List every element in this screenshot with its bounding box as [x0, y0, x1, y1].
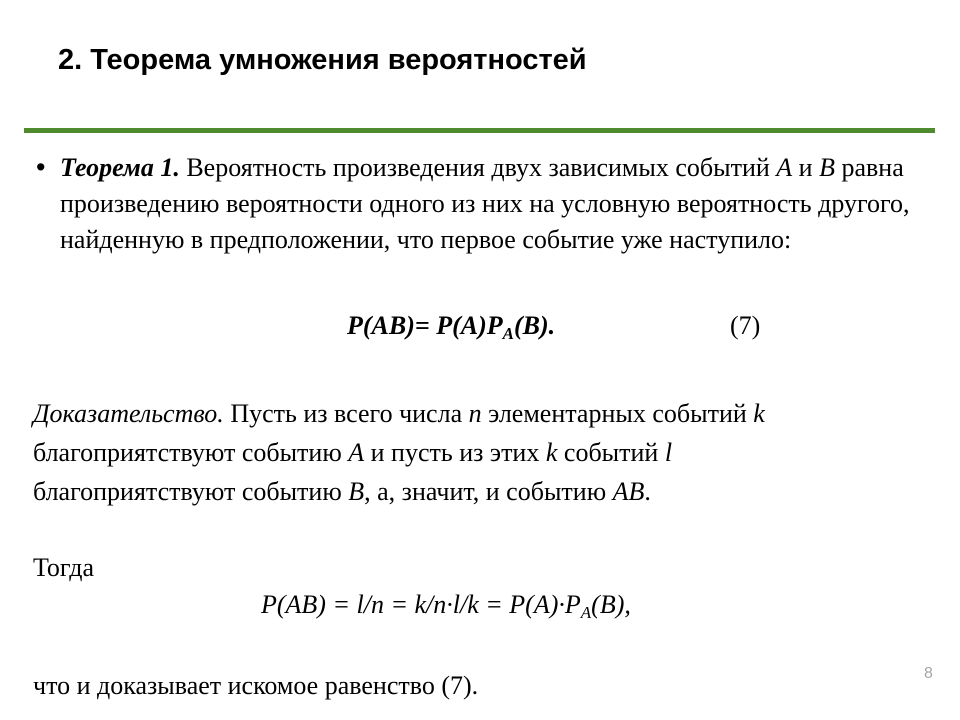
- proof-event-a: А: [348, 438, 365, 467]
- derivation-formula: [261, 585, 631, 625]
- proof-line-2: [33, 433, 938, 472]
- bullet-marker: •: [36, 152, 46, 182]
- derivation-formula-left: P(AB) = l/n = k/n·l/k = P(A)·P: [261, 590, 581, 619]
- theorem-event-b: В: [819, 153, 835, 182]
- proof-var-l: l: [664, 438, 673, 467]
- proof-paragraph: [33, 394, 938, 511]
- then-word: Тогда: [33, 553, 95, 582]
- theorem-bullet: [36, 150, 936, 258]
- proof-line-1-a: Пусть из всего числа: [223, 399, 469, 428]
- equation-number: (7): [730, 311, 761, 340]
- derivation-formula-right: (B),: [591, 590, 631, 619]
- slide-title: 2. Теорема умножения вероятностей: [58, 44, 587, 76]
- theorem-event-a: А: [776, 153, 793, 182]
- theorem-statement: [60, 150, 936, 258]
- proof-line-3-a: благоприятствуют событию: [33, 477, 349, 506]
- theorem-text-1: Вероятность произведения двух зависимых событий: [179, 153, 777, 182]
- formula-7-subscript: А: [502, 323, 514, 343]
- proof-event-b: В: [348, 477, 365, 506]
- proof-line-2-a: благоприятствуют событию: [33, 438, 349, 467]
- proof-var-k: k: [753, 399, 765, 428]
- conclusion-text: что и доказывает искомое равенство (7).: [33, 671, 479, 700]
- proof-event-ab: АВ: [612, 477, 645, 506]
- proof-line-2-c: событий: [557, 438, 665, 467]
- title-divider: [24, 128, 935, 133]
- proof-line-3-c: .: [644, 477, 651, 506]
- theorem-text-2: равна произведению вероятности одного из них на условную вероятность другого, найденную в предположении, что первое событие уже наступило:: [60, 153, 910, 254]
- proof-var-k2: k: [545, 438, 558, 467]
- proof-var-n: n: [468, 399, 482, 428]
- theorem-conj: и: [792, 153, 820, 182]
- derivation-formula-subscript: A: [580, 602, 592, 622]
- formula-7: [347, 306, 761, 346]
- formula-7-expression: [347, 311, 556, 343]
- proof-line-1-b: элементарных событий: [481, 399, 754, 428]
- formula-7-right: (В).: [513, 311, 556, 340]
- formula-7-left: Р(АВ)= Р(А)Р: [347, 311, 503, 340]
- proof-line-1: [33, 394, 938, 433]
- theorem-label: Теорема 1.: [60, 153, 180, 182]
- page-number: 8: [924, 665, 933, 682]
- proof-label: Доказательство.: [33, 399, 224, 428]
- proof-line-3: [33, 472, 938, 511]
- proof-line-3-b: , а, значит, и событию: [364, 477, 613, 506]
- proof-line-2-b: и пусть из этих: [364, 438, 546, 467]
